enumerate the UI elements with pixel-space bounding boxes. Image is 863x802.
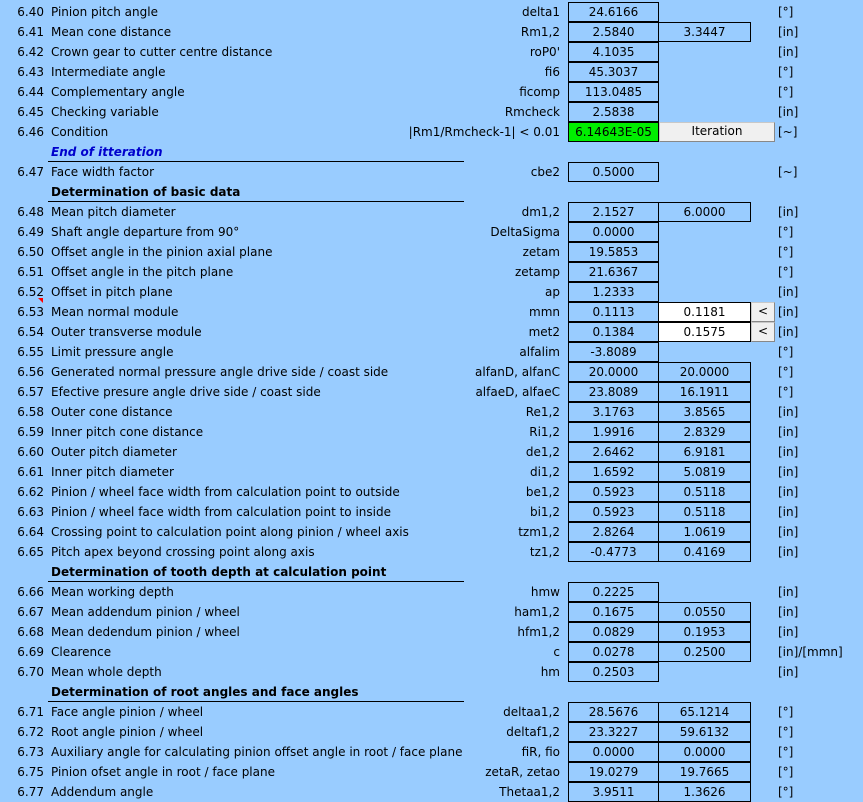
row-symbol: met2: [528, 325, 560, 339]
table-row: [0, 362, 863, 382]
value-cell-1[interactable]: -3.8089: [568, 342, 659, 362]
apply-less-than-button[interactable]: <: [751, 302, 775, 322]
input-cell-2[interactable]: 0.1181: [659, 302, 751, 322]
value-cell-1[interactable]: 1.6592: [568, 462, 659, 482]
value-cell-2[interactable]: 1.0619: [659, 522, 751, 542]
row-description: Limit pressure angle: [51, 345, 174, 359]
value-cell-1[interactable]: 0.5923: [568, 502, 659, 522]
row-description: Intermediate angle: [51, 65, 166, 79]
row-number: 6.41: [17, 25, 44, 39]
row-number: 6.69: [17, 645, 44, 659]
value-cell-1[interactable]: 0.0278: [568, 642, 659, 662]
value-cell-2[interactable]: 0.4169: [659, 542, 751, 562]
row-symbol: tz1,2: [529, 545, 560, 559]
row-symbol: c: [553, 645, 560, 659]
table-row: [0, 422, 863, 442]
row-description: Generated normal pressure angle drive side / coast side: [51, 365, 389, 379]
table-row: [0, 642, 863, 662]
row-description: Pinion ofset angle in root / face plane: [51, 765, 275, 779]
table-row: [0, 722, 863, 742]
value-cell-2[interactable]: 65.1214: [659, 702, 751, 722]
table-row: [0, 602, 863, 622]
row-unit: [~]: [778, 125, 798, 139]
section-title: End of itteration: [51, 145, 163, 159]
row-symbol: be1,2: [525, 485, 560, 499]
row-number: 6.43: [17, 65, 44, 79]
row-description: Mean working depth: [51, 585, 174, 599]
value-cell-1[interactable]: 0.1675: [568, 602, 659, 622]
row-symbol: bi1,2: [529, 505, 560, 519]
table-row: [0, 582, 863, 602]
value-cell-2[interactable]: 5.0819: [659, 462, 751, 482]
row-unit: [in]: [778, 425, 799, 439]
row-unit: [in]: [778, 405, 799, 419]
row-number: 6.62: [17, 485, 44, 499]
row-unit: [°]: [778, 365, 794, 379]
row-unit: [°]: [778, 225, 794, 239]
row-description: Pitch apex beyond crossing point along axis: [51, 545, 315, 559]
value-cell-1[interactable]: 2.1527: [568, 202, 659, 222]
row-number: 6.52: [17, 285, 44, 299]
row-unit: [°]: [778, 385, 794, 399]
row-unit: [in]: [778, 105, 799, 119]
row-number: 6.71: [17, 705, 44, 719]
row-unit: [in]: [778, 285, 799, 299]
table-row: [0, 502, 863, 522]
row-number: 6.48: [17, 205, 44, 219]
table-row: [0, 82, 863, 102]
row-number: 6.54: [17, 325, 44, 339]
row-unit: [in]: [778, 325, 799, 339]
row-unit: [in]: [778, 205, 799, 219]
value-cell-2[interactable]: 20.0000: [659, 362, 751, 382]
value-cell-1[interactable]: 0.0000: [568, 742, 659, 762]
value-cell-1[interactable]: 28.5676: [568, 702, 659, 722]
section-header: [0, 182, 863, 202]
row-unit: [°]: [778, 345, 794, 359]
row-description: Face angle pinion / wheel: [51, 705, 204, 719]
value-cell-1[interactable]: 0.2225: [568, 582, 659, 602]
row-number: 6.56: [17, 365, 44, 379]
table-row: [0, 542, 863, 562]
value-cell-2[interactable]: 0.0550: [659, 602, 751, 622]
value-cell-1[interactable]: 2.5838: [568, 102, 659, 122]
row-description: Complementary angle: [51, 85, 185, 99]
table-row: [0, 42, 863, 62]
row-number: 6.49: [17, 225, 44, 239]
value-cell-2[interactable]: 2.8329: [659, 422, 751, 442]
row-symbol: deltaa1,2: [503, 705, 560, 719]
row-number: 6.64: [17, 525, 44, 539]
value-cell-1[interactable]: 3.1763: [568, 402, 659, 422]
row-unit: [°]: [778, 265, 794, 279]
row-symbol: zetamp: [514, 265, 560, 279]
row-description: Root angle pinion / wheel: [51, 725, 204, 739]
table-row: [0, 322, 863, 342]
value-cell-1[interactable]: 1.2333: [568, 282, 659, 302]
value-cell-1[interactable]: 24.6166: [568, 2, 659, 22]
row-symbol: fi6: [544, 65, 560, 79]
row-symbol: mmn: [529, 305, 560, 319]
row-unit: [in]: [778, 45, 799, 59]
row-symbol: roP0': [529, 45, 560, 59]
row-symbol: zetaR, zetao: [485, 765, 560, 779]
section-header: [0, 142, 863, 162]
row-symbol: alfalim: [519, 345, 560, 359]
value-cell-2[interactable]: 0.0000: [659, 742, 751, 762]
row-unit: [in]: [778, 665, 799, 679]
table-row: [0, 22, 863, 42]
value-cell-1[interactable]: 0.0000: [568, 222, 659, 242]
row-number: 6.61: [17, 465, 44, 479]
row-number: 6.47: [17, 165, 44, 179]
row-description: Offset angle in the pinion axial plane: [51, 245, 273, 259]
row-symbol: dm1,2: [521, 205, 560, 219]
row-number: 6.58: [17, 405, 44, 419]
row-unit: [in]: [778, 485, 799, 499]
row-symbol: delta1: [521, 5, 560, 19]
value-cell-2[interactable]: 0.5118: [659, 502, 751, 522]
apply-less-than-button[interactable]: <: [751, 322, 775, 342]
row-description: Outer cone distance: [51, 405, 173, 419]
table-row: [0, 242, 863, 262]
table-row: [0, 102, 863, 122]
value-cell-2[interactable]: 19.7665: [659, 762, 751, 782]
row-description: Auxiliary angle for calculating pinion offset angle in root / face plane: [51, 745, 463, 759]
value-cell-1[interactable]: 1.9916: [568, 422, 659, 442]
row-symbol: Rmcheck: [504, 105, 560, 119]
value-cell-1[interactable]: 3.9511: [568, 782, 659, 802]
table-row: [0, 342, 863, 362]
table-row: [0, 162, 863, 182]
row-symbol: tzm1,2: [518, 525, 560, 539]
value-cell-1[interactable]: 21.6367: [568, 262, 659, 282]
row-unit: [~]: [778, 165, 798, 179]
row-number: 6.59: [17, 425, 44, 439]
value-cell-1[interactable]: -0.4773: [568, 542, 659, 562]
value-cell-1[interactable]: 0.2503: [568, 662, 659, 682]
row-description: Crossing point to calculation point along pinion / wheel axis: [51, 525, 409, 539]
value-cell-1[interactable]: 45.3037: [568, 62, 659, 82]
row-symbol: hfm1,2: [517, 625, 560, 639]
row-number: 6.53: [17, 305, 44, 319]
row-number: 6.55: [17, 345, 44, 359]
value-cell-2[interactable]: 0.1953: [659, 622, 751, 642]
row-number: 6.70: [17, 665, 44, 679]
row-number: 6.45: [17, 105, 44, 119]
row-number: 6.57: [17, 385, 44, 399]
table-row: [0, 402, 863, 422]
row-symbol: de1,2: [525, 445, 560, 459]
value-cell-1[interactable]: 2.8264: [568, 522, 659, 542]
row-description: Shaft angle departure from 90°: [51, 225, 240, 239]
row-number: 6.77: [17, 785, 44, 799]
value-cell-1[interactable]: 2.6462: [568, 442, 659, 462]
table-row: [0, 622, 863, 642]
row-unit: [in]: [778, 585, 799, 599]
row-description: Inner pitch diameter: [51, 465, 174, 479]
row-description: Inner pitch cone distance: [51, 425, 204, 439]
row-unit: [in]/[mmn]: [778, 645, 843, 659]
row-unit: [°]: [778, 5, 794, 19]
row-unit: [°]: [778, 85, 794, 99]
row-symbol: alfaeD, alfaeC: [475, 385, 560, 399]
input-cell-2[interactable]: 0.1575: [659, 322, 751, 342]
value-cell-2[interactable]: 3.3447: [659, 22, 751, 42]
row-number: 6.40: [17, 5, 44, 19]
row-description: Checking variable: [51, 105, 159, 119]
table-row: [0, 302, 863, 322]
value-cell-1[interactable]: 0.1113: [568, 302, 659, 322]
table-row: [0, 222, 863, 242]
row-unit: [in]: [778, 25, 799, 39]
row-unit: [°]: [778, 245, 794, 259]
row-unit: [°]: [778, 725, 794, 739]
row-symbol: Thetaa1,2: [499, 785, 560, 799]
table-row: [0, 702, 863, 722]
value-cell-2[interactable]: 6.9181: [659, 442, 751, 462]
row-unit: [°]: [778, 765, 794, 779]
row-number: 6.60: [17, 445, 44, 459]
row-number: 6.42: [17, 45, 44, 59]
row-symbol: di1,2: [529, 465, 560, 479]
row-unit: [in]: [778, 605, 799, 619]
table-row: [0, 382, 863, 402]
row-description: Mean addendum pinion / wheel: [51, 605, 240, 619]
table-row: [0, 762, 863, 782]
row-unit: [°]: [778, 705, 794, 719]
table-row: [0, 262, 863, 282]
row-description: Pinion pitch angle: [51, 5, 158, 19]
value-cell-1[interactable]: 0.5923: [568, 482, 659, 502]
row-unit: [in]: [778, 305, 799, 319]
value-cell-1[interactable]: 2.5840: [568, 22, 659, 42]
row-description: Mean cone distance: [51, 25, 172, 39]
row-unit: [in]: [778, 545, 799, 559]
row-symbol: Rm1,2: [520, 25, 560, 39]
row-number: 6.72: [17, 725, 44, 739]
row-symbol: hmw: [530, 585, 560, 599]
row-description: Offset angle in the pitch plane: [51, 265, 234, 279]
condition-value-cell[interactable]: 6.14643E-05: [568, 122, 659, 142]
table-row: [0, 122, 863, 142]
value-cell-1[interactable]: 20.0000: [568, 362, 659, 382]
row-description: Efective presure angle drive side / coast side: [51, 385, 321, 399]
row-number: 6.73: [17, 745, 44, 759]
row-description: Offset in pitch plane: [51, 285, 173, 299]
table-row: [0, 742, 863, 762]
row-number: 6.44: [17, 85, 44, 99]
row-description: Crown gear to cutter centre distance: [51, 45, 273, 59]
value-cell-1[interactable]: 113.0485: [568, 82, 659, 102]
row-number: 6.51: [17, 265, 44, 279]
table-row: [0, 202, 863, 222]
row-description: Outer transverse module: [51, 325, 202, 339]
row-unit: [°]: [778, 745, 794, 759]
row-symbol: ficomp: [519, 85, 560, 99]
table-row: [0, 62, 863, 82]
table-row: [0, 462, 863, 482]
row-description: Mean pitch diameter: [51, 205, 176, 219]
row-symbol: alfanD, alfanC: [475, 365, 560, 379]
row-symbol: fiR, fio: [521, 745, 560, 759]
value-cell-1[interactable]: 23.3227: [568, 722, 659, 742]
value-cell-2[interactable]: 59.6132: [659, 722, 751, 742]
value-cell-1[interactable]: 4.1035: [568, 42, 659, 62]
value-cell-1[interactable]: 23.8089: [568, 382, 659, 402]
row-description: Outer pitch diameter: [51, 445, 177, 459]
row-unit: [in]: [778, 625, 799, 639]
value-cell-2[interactable]: 0.2500: [659, 642, 751, 662]
row-symbol: deltaf1,2: [506, 725, 560, 739]
row-symbol: DeltaSigma: [490, 225, 560, 239]
value-cell-2[interactable]: 1.3626: [659, 782, 751, 802]
value-cell-2[interactable]: 0.5118: [659, 482, 751, 502]
section-header: [0, 682, 863, 702]
value-cell-1[interactable]: 0.0829: [568, 622, 659, 642]
row-symbol: ham1,2: [514, 605, 560, 619]
row-description: Addendum angle: [51, 785, 154, 799]
value-cell-1[interactable]: 19.0279: [568, 762, 659, 782]
row-unit: [in]: [778, 525, 799, 539]
table-row: [0, 2, 863, 22]
row-description: Mean dedendum pinion / wheel: [51, 625, 240, 639]
row-symbol: Re1,2: [525, 405, 560, 419]
iteration-button[interactable]: Iteration: [659, 122, 775, 142]
row-number: 6.68: [17, 625, 44, 639]
row-number: 6.50: [17, 245, 44, 259]
row-number: 6.65: [17, 545, 44, 559]
value-cell-1[interactable]: 0.5000: [568, 162, 659, 182]
value-cell-2[interactable]: 6.0000: [659, 202, 751, 222]
table-row: [0, 282, 863, 302]
value-cell-1[interactable]: 19.5853: [568, 242, 659, 262]
row-unit: [in]: [778, 465, 799, 479]
row-unit: [°]: [778, 785, 794, 799]
row-symbol: hm: [540, 665, 560, 679]
section-title: Determination of basic data: [51, 185, 241, 199]
row-description: Clearence: [51, 645, 112, 659]
value-cell-1[interactable]: 0.1384: [568, 322, 659, 342]
row-symbol: cbe2: [530, 165, 560, 179]
row-number: 6.66: [17, 585, 44, 599]
row-unit: [°]: [778, 65, 794, 79]
row-description: Mean normal module: [51, 305, 179, 319]
row-symbol: zetam: [522, 245, 560, 259]
row-description: Pinion / wheel face width from calculation point to inside: [51, 505, 391, 519]
row-description: Face width factor: [51, 165, 154, 179]
row-symbol: |Rm1/Rmcheck-1| < 0.01: [408, 125, 560, 139]
value-cell-2[interactable]: 3.8565: [659, 402, 751, 422]
table-row: [0, 662, 863, 682]
row-number: 6.63: [17, 505, 44, 519]
row-number: 6.46: [17, 125, 44, 139]
row-number: 6.75: [17, 765, 44, 779]
value-cell-2[interactable]: 16.1911: [659, 382, 751, 402]
table-row: [0, 482, 863, 502]
section-header: [0, 562, 863, 582]
comment-indicator-icon: [38, 298, 43, 303]
table-row: [0, 442, 863, 462]
row-symbol: ap: [545, 285, 560, 299]
table-row: [0, 522, 863, 542]
row-symbol: Ri1,2: [529, 425, 560, 439]
section-title: Determination of root angles and face angles: [51, 685, 359, 699]
row-unit: [in]: [778, 505, 799, 519]
row-number: 6.67: [17, 605, 44, 619]
table-row: [0, 782, 863, 802]
section-title: Determination of tooth depth at calculation point: [51, 565, 387, 579]
row-unit: [in]: [778, 445, 799, 459]
row-description: Condition: [51, 125, 109, 139]
row-description: Pinion / wheel face width from calculation point to outside: [51, 485, 400, 499]
row-description: Mean whole depth: [51, 665, 162, 679]
